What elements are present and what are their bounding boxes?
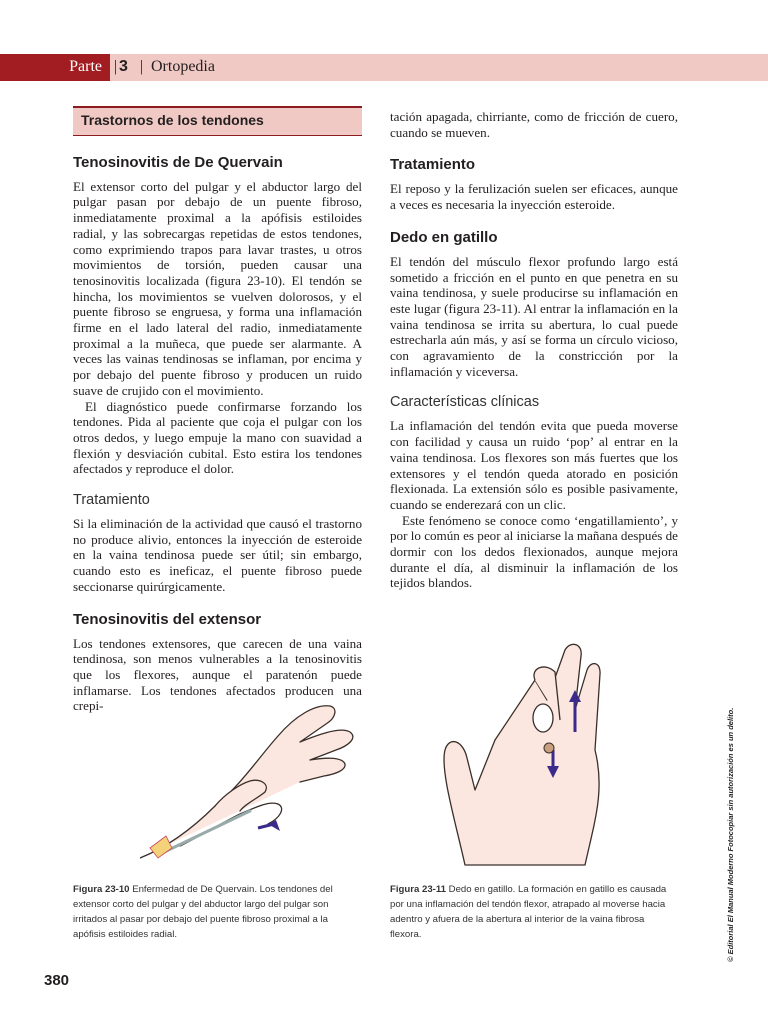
copyright-notice: © Editorial El Manual Moderno Fotocopiar sin autorización es un delito. [726, 707, 735, 962]
heading-tratamiento: Tratamiento [73, 492, 150, 509]
figure-label: Figura 23-11 [390, 884, 446, 895]
paragraph: El diagnóstico puede confirmarse forzando los tendones. Pida al paciente que coja el pulgar con los otros dedos, y luego empuje la mano con suavidad a flexión y desviación cubital. Esto estira los tendones afectados y reproduce el dolor. [73, 398, 362, 477]
paragraph: tación apagada, chirriante, como de fricción de cuero, cuando se mueven. [390, 109, 678, 140]
heading-de-quervain: Tenosinovitis de De Quervain [73, 153, 283, 171]
paragraph: El reposo y la ferulización suelen ser eficaces, aunque a veces es necesaria la inyección esteroide. [390, 181, 678, 213]
heading-tratamiento-2: Tratamiento [390, 156, 476, 174]
header-separator: | [114, 58, 118, 75]
figure-23-11-illustration [435, 640, 635, 870]
paragraph: La inflamación del tendón evita que pueda moverse con facilidad y causa un ruido ‘pop’ al entrar en la vaina tendinosa. Los flexores son más fuertes que los extensores y el tendón queda atorado en posición flexionada. La extensión sólo es posible pasivamente, cuando se enderezará con un clic. [390, 418, 678, 512]
running-header [0, 54, 768, 81]
heading-dedo-en-gatillo: Dedo en gatillo [390, 228, 498, 246]
heading-extensor: Tenosinovitis del extensor [73, 610, 262, 628]
left-column [73, 106, 362, 714]
part-label-box [0, 54, 110, 81]
paragraph: Si la eliminación de la actividad que causó el trastorno no produce alivio, entonces la inyección de esteroide en la vaina tendinosa puede ser útil; sin embargo, cuando esto es ineficaz, el puente fibroso puede seccionarse quirúrgicamente. [73, 516, 362, 594]
figure-23-10-illustration [140, 696, 365, 866]
section-title: Ortopedia [151, 58, 215, 75]
figure-23-11-caption [390, 882, 675, 942]
caption-text: Enfermedad de De Quervain. Los tendones del extensor corto del pulgar y del abductor largo del pulgar son irritados al pasar por debajo del puente fibroso proximal a la apófisis estiloides radial. [73, 884, 333, 940]
heading-caracteristicas: Características clínicas [390, 394, 540, 411]
paragraph: Este fenómeno se conoce como ‘engatillamiento’, y por lo común es peor al iniciarse la mañana después de dormir con los dedos flexionados, aunque mejora durante el día, al disminuir la inflamación de los tejidos blandos. [390, 512, 678, 591]
part-label: Parte [69, 58, 102, 75]
paragraph: El extensor corto del pulgar y el abductor largo del pulgar pasan por debajo de un puente fibroso, inmediatamente proximal a la apófisis estiloides radial, y las sobrecargas repetidas de estos tendones, como exprimiendo trapos para lavar trastes, u otros movimientos de torsión, pueden causar una tenosinovitis localizada (figura 23-10). El tendón se hincha, los movimientos se vuelven dolorosos, y el puente fibroso se engruesa, y forma una inflamación firme en el lado lateral del radio, inmediatamente proximal a la muñeca, que puede ser alarmante. A veces las vainas tendinosas se inflaman, por encima y por debajo del puente fibroso y producen un ruido suave de crujido con el movimiento. [73, 178, 362, 398]
figure-label: Figura 23-10 [73, 884, 130, 895]
section-box-title: Trastornos de los tendones [73, 106, 362, 136]
paragraph: Los tendones extensores, que carecen de una vaina tendinosa, son menos vulnerables a la tenosinovitis que los flexores, aunque el paratenón puede inflamarse. Los tendones afectados producen una crepi- [73, 635, 362, 714]
caption-text: Dedo en gatillo. La formación en gatillo es causada por una inflamación del tendón flexor, atrapado al moverse hacia adentro y afuera de la abertura al interior de la vaina fibrosa flexora. [390, 884, 667, 940]
header-separator: | [140, 58, 144, 75]
paragraph: El tendón del músculo flexor profundo largo está sometido a fricción en el punto en que penetra en su vaina tendinosa, y suele producirse su inflamación en este lugar (figura 23-11). Al entrar la inflamación en la vaina tendinosa se irrita su abertura, lo cual puede estrecharla aún más, y así se forma un círculo vicioso, con agravamiento de la constricción por la inflamación y viceversa. [390, 253, 678, 379]
figure-23-10-caption [73, 882, 358, 942]
part-number: 3 [119, 58, 128, 75]
page-number: 380 [44, 972, 70, 989]
right-column [390, 109, 678, 591]
